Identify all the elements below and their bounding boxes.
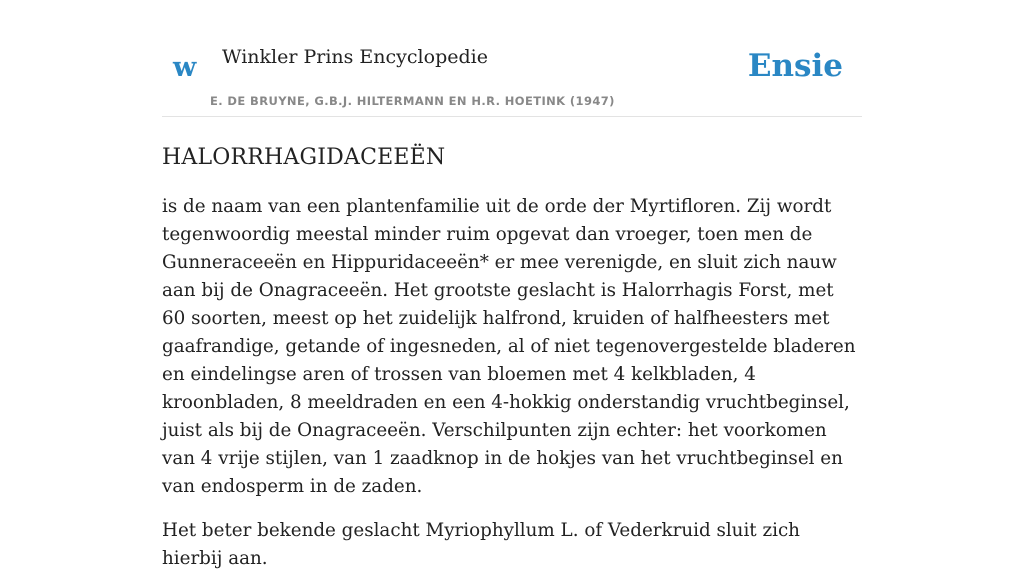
entry-title: HALORRHAGIDACEEËN	[162, 145, 446, 170]
site-title[interactable]: Winkler Prins Encyclopedie	[222, 46, 488, 68]
brand-logo[interactable]: Ensie	[747, 48, 843, 84]
entry-body	[162, 193, 862, 573]
site-header	[162, 0, 862, 117]
page	[162, 0, 862, 573]
entry-paragraph: Het beter bekende geslacht Myriophyllum L. of Vederkruid sluit zich hierbij aan.	[162, 520, 800, 569]
entry-paragraph: is de naam van een plantenfamilie uit de orde der Myrtifloren. Zij wordt tegenwoordig meestal minder ruim opgevat dan vroeger, toen men de Gunneraceeën en Hippuridaceeën* er mee verenigde, en sluit zich nauw aan bij de Onagraceeën. Het grootste geslacht is Halorrhagis Forst, met 60 soorten, meest op het zuidelijk halfrond, kruiden of halfheesters met gaafrandige, getande of ingesneden, al of niet tegenovergestelde bladeren en eindelingse aren of trossen van bloemen met 4 kelkbladen, 4 kroonbladen, 8 meeldraden en een 4-hokkig onderstandig vruchtbeginsel, juist als bij de Onagraceeën. Verschilpunten zijn echter: het voorkomen van 4 vrije stijlen, van 1 zaadknop in de hokjes van het vruchtbeginsel en van endosperm in de zaden.	[162, 196, 856, 497]
site-logo[interactable]: w	[173, 52, 197, 83]
authors-line: E. DE BRUYNE, G.B.J. HILTERMANN EN H.R. HOETINK (1947)	[210, 94, 615, 108]
